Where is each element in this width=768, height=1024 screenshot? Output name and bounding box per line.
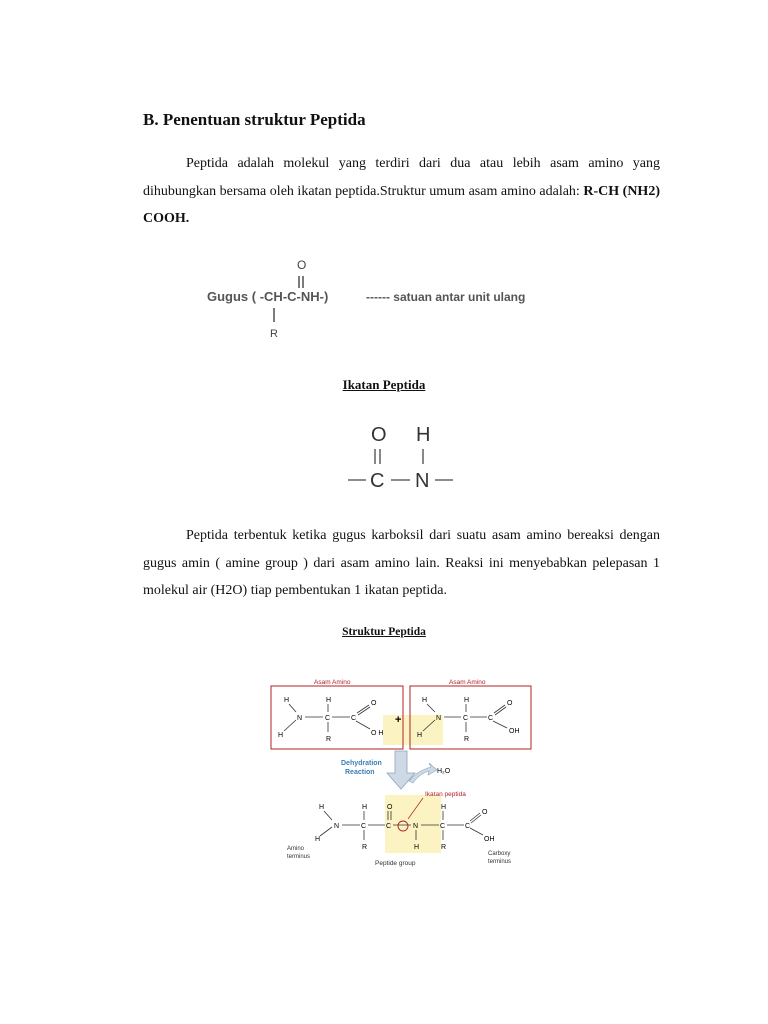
prod-r1: R [362, 844, 368, 851]
satuan-label: ------ satuan antar unit ulang [366, 290, 526, 304]
bond-atom-o: O [371, 424, 387, 446]
left-ca: C [325, 715, 331, 722]
right-ca-h: H [464, 697, 470, 704]
carboxy-terminus-label-1: Carboxy [488, 851, 511, 857]
gugus-atom-o: O [297, 258, 307, 272]
right-c: C [488, 715, 494, 722]
left-ca-h: H [326, 697, 332, 704]
right-ca: C [463, 715, 469, 722]
paragraph-definition-formula: R-CH (NH2) COOH. [143, 183, 660, 226]
dehydration-label-2: Reaction [345, 769, 375, 776]
prod-o: O [387, 804, 393, 811]
peptide-bond-figure [340, 418, 460, 498]
prod-oh: OH [484, 836, 495, 843]
left-o: O [371, 700, 377, 707]
left-r: R [326, 736, 332, 743]
caption-ikatan-peptida: Ikatan Peptida [342, 377, 426, 392]
paragraph-definition [143, 150, 660, 233]
prod-n1: N [334, 823, 340, 830]
bond-atom-n: N [415, 470, 430, 492]
prod-c1: C [386, 823, 392, 830]
left-h-bottom: H [278, 732, 284, 739]
right-r: R [464, 736, 470, 743]
prod-h-bottom: H [315, 836, 321, 843]
amino-terminus-label-1: Amino [287, 846, 305, 852]
gugus-structure-figure [200, 248, 580, 348]
water-label: H₂O [437, 768, 451, 775]
prod-ca2-h: H [441, 804, 447, 811]
peptide-formation-diagram [265, 675, 540, 875]
prod-ca1: C [361, 823, 367, 830]
dehydration-label-1: Dehydration [341, 760, 382, 767]
prod-ca2: C [440, 823, 446, 830]
bond-atom-c: C [370, 470, 385, 492]
bond-atom-h: H [416, 424, 431, 446]
left-c: C [351, 715, 357, 722]
right-h-bottom: H [417, 732, 423, 739]
carboxy-terminus-label-2: terminus [488, 859, 512, 865]
left-n: N [297, 715, 303, 722]
plus-sign: + [395, 714, 402, 726]
right-h-top: H [422, 697, 428, 704]
peptide-group-label: Peptide group [375, 860, 416, 867]
section-heading: B. Penentuan struktur Peptida [143, 110, 366, 129]
paragraph-formation [143, 522, 660, 605]
caption-struktur-peptida: Struktur Peptida [342, 626, 426, 638]
prod-h-top: H [319, 804, 325, 811]
right-n: N [436, 715, 442, 722]
prod-n2: N [413, 823, 419, 830]
ikatan-peptida-label: Ikatan peptida [425, 791, 466, 798]
right-o: O [507, 700, 513, 707]
left-h-top: H [284, 697, 290, 704]
asam-amino-left-title: Asam Amino [314, 679, 351, 686]
prod-ca1-h: H [362, 804, 368, 811]
paragraph-definition-text: Peptida adalah molekul yang terdiri dari dua atau lebih asam amino yang dihubungkan bersama oleh ikatan peptida.Struktur umum asam amino adalah: [143, 156, 660, 199]
right-oh: OH [509, 728, 520, 735]
gugus-label: Gugus ( -CH-C-NH-) [207, 289, 329, 304]
prod-o2: O [482, 809, 488, 816]
gugus-atom-r: R [270, 328, 278, 340]
asam-amino-right-title: Asam Amino [449, 679, 486, 686]
amino-terminus-label-2: terminus [287, 854, 311, 860]
paragraph-formation-text: Peptida terbentuk ketika gugus karboksil dari suatu asam amino bereaksi dengan gugus amin ( amine group ) dari asam amino lain. Reaksi ini menyebabkan pelepasan 1 molekul air (H2O) tiap pembentukan 1 ikatan peptida. [143, 528, 660, 598]
down-arrow-icon [387, 751, 415, 789]
prod-n2-h: H [414, 844, 420, 851]
prod-r2: R [441, 844, 447, 851]
left-oh: O H [371, 730, 384, 737]
prod-c2: C [465, 823, 471, 830]
